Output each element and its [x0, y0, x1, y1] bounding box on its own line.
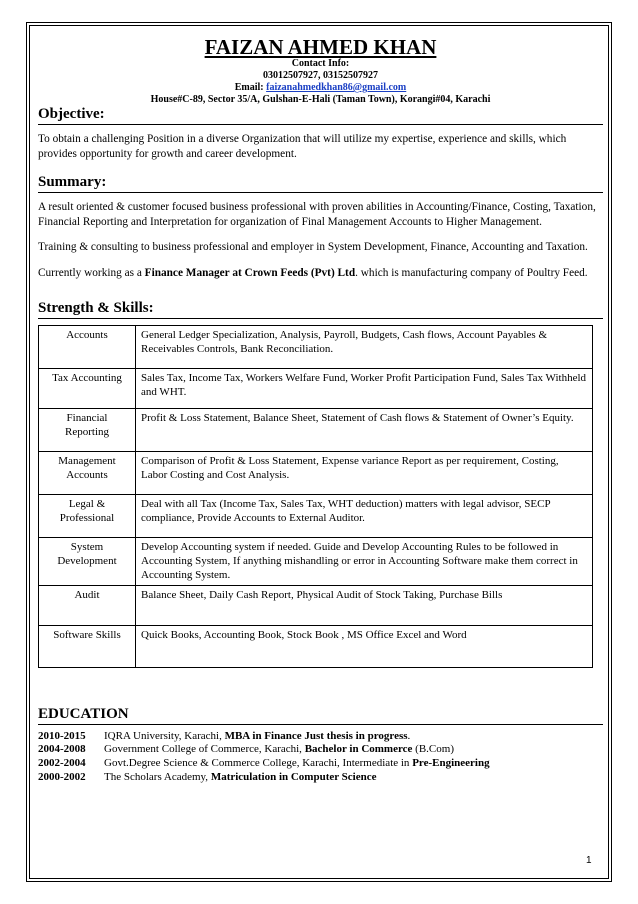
degree-suffix: .: [407, 729, 411, 742]
page-number: 1: [586, 855, 592, 866]
skill-details: Profit & Loss Statement, Balance Sheet, Statement of Cash flows & Statement of Owner’s Equity.: [136, 408, 593, 451]
summary-p3-post: . which is manufacturing company of Poultry Feed.: [355, 266, 588, 279]
email-line: [38, 82, 603, 94]
resume-content: [38, 36, 603, 785]
summary-paragraph-1: A result oriented & customer focused business professional with proven abilities in Accounting/Finance, Costing, Taxation, Financial Reporting and Interpretation for organization of Final Management Accounts to Higher Management.: [38, 201, 596, 228]
objective-text: To obtain a challenging Position in a diverse Organization that will utilize my expertise, experience and skills, which provides opportunity for growth and career development.: [38, 133, 567, 160]
summary-title: Summary:: [38, 174, 603, 193]
education-detail: [104, 757, 490, 771]
summary-p3-pre: Currently working as a: [38, 266, 145, 279]
skills-row: [39, 494, 593, 537]
skills-row: [39, 625, 593, 667]
skills-row: [39, 408, 593, 451]
education-section: [38, 706, 603, 785]
degree: Pre-Engineering: [412, 757, 490, 770]
summary-section: [38, 174, 603, 280]
institution: Govt.Degree Science & Commerce College, Karachi, Intermediate in: [104, 757, 413, 770]
candidate-name: FAIZAN AHMED KHAN: [204, 35, 437, 59]
skills-row: [39, 537, 593, 585]
skills-row: [39, 325, 593, 368]
skill-details: Balance Sheet, Daily Cash Report, Physical Audit of Stock Taking, Purchase Bills: [136, 585, 593, 625]
skill-category: Management Accounts: [39, 451, 136, 494]
skills-title: Strength & Skills:: [38, 300, 603, 319]
education-row: [38, 730, 603, 744]
skills-table: [38, 325, 593, 668]
skills-section: [38, 300, 603, 668]
education-row: [38, 771, 603, 785]
skill-category: System Development: [39, 537, 136, 585]
current-position: Finance Manager at Crown Feeds (Pvt) Ltd: [144, 266, 356, 279]
education-detail: [104, 730, 410, 744]
email-label: Email:: [234, 82, 264, 93]
email-link[interactable]: faizanahmedkhan86@gmail.com: [266, 82, 407, 93]
skill-details: Comparison of Profit & Loss Statement, Expense variance Report as per requirement, Costing, Labor Costing and Cost Analysis.: [136, 451, 593, 494]
objective-section: [38, 106, 603, 161]
degree: Matriculation in Computer Science: [210, 770, 377, 783]
skill-category: Software Skills: [39, 625, 136, 667]
education-title: EDUCATION: [38, 706, 603, 725]
institution: IQRA University, Karachi,: [104, 729, 225, 742]
resume-header: [38, 36, 603, 106]
skill-details: Develop Accounting system if needed. Guide and Develop Accounting Rules to be followed in Accounting System, If anything mishandling or error in Accounting Software make them correct in Accounting System.: [136, 537, 593, 585]
address: House#C-89, Sector 35/A, Gulshan-E-Hali (Taman Town), Korangi#04, Karachi: [150, 94, 491, 105]
education-years: 2004-2008: [38, 743, 86, 756]
summary-paragraph-3: [38, 266, 603, 281]
skill-category: Financial Reporting: [39, 408, 136, 451]
skills-row: [39, 368, 593, 408]
skill-category: Accounts: [39, 325, 136, 368]
skill-category: Tax Accounting: [39, 368, 136, 408]
objective-title: Objective:: [38, 106, 603, 125]
skill-details: General Ledger Specialization, Analysis, Payroll, Budgets, Cash flows, Account Payables & Receivables Controls, Bank Reconciliation.: [136, 325, 593, 368]
degree: MBA in Finance Just thesis in progress: [224, 729, 408, 742]
education-years: 2000-2002: [38, 770, 86, 783]
education-years: 2010-2015: [38, 729, 86, 742]
skill-details: Quick Books, Accounting Book, Stock Book , MS Office Excel and Word: [136, 625, 593, 667]
skills-row: [39, 585, 593, 625]
degree: Bachelor in Commerce: [304, 743, 413, 756]
education-years: 2002-2004: [38, 757, 86, 770]
education-row: [38, 743, 603, 757]
contact-label: Contact Info:: [291, 58, 350, 69]
phone-numbers: 03012507927, 03152507927: [263, 70, 378, 81]
education-list: [38, 730, 603, 785]
degree-suffix: (B.Com): [412, 743, 454, 756]
skill-category: Legal & Professional: [39, 494, 136, 537]
education-row: [38, 757, 603, 771]
skill-category: Audit: [39, 585, 136, 625]
skills-row: [39, 451, 593, 494]
skill-details: Sales Tax, Income Tax, Workers Welfare Fund, Worker Profit Participation Fund, Sales Tax Withheld and WHT.: [136, 368, 593, 408]
education-detail: [104, 771, 377, 785]
education-detail: [104, 743, 454, 757]
institution: Government College of Commerce, Karachi,: [104, 743, 305, 756]
summary-paragraph-2: Training & consulting to business professional and employer in System Development, Finance, Accounting and Taxation.: [38, 241, 588, 254]
skill-details: Deal with all Tax (Income Tax, Sales Tax, WHT deduction) matters with legal advisor, SECP compliance, Provide Accounts to External Auditor.: [136, 494, 593, 537]
institution: The Scholars Academy,: [104, 770, 211, 783]
